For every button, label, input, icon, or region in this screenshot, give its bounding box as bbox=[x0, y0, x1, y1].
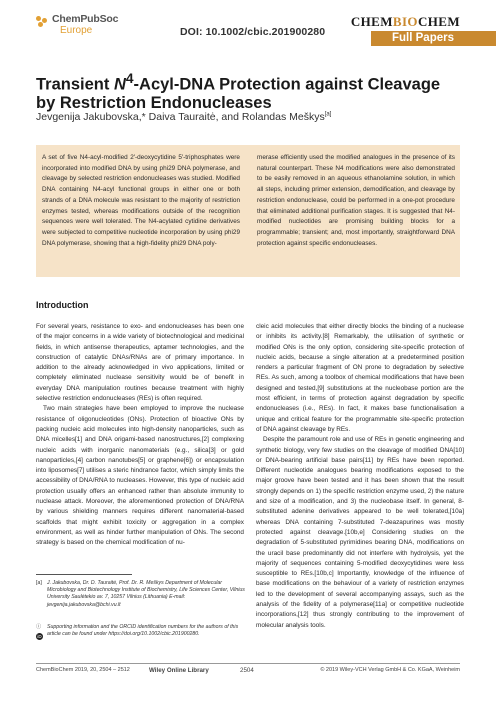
footer-divider bbox=[36, 663, 460, 664]
title-italic-n: N bbox=[113, 75, 126, 94]
paragraph: Despite the paramount role and use of REs in genetic engineering and synthetic biology, very few studies on the cleavage of modified DNA[10] or DNA-bearing artificial base pairs[11] by REs have been reported. Different nucleotide analogues bearing modifications exposed to the major groove have been tested and it has been shown that the result strongly depends on 1) the specific restriction enzyme used, 2) the nature and size of a modification, and 3) the nucleobase itself. In general, 8-substituted adenine derivatives appeared to be well tolerated,[10a] whereas DNA containing 7-substituted 7-deazapurines was mostly protected against cleavage.[10b,e] Considering studies on the degradation of 5-substituted pyrimidines bearing DNA, modifications on the uracil base predominantly did not interfere with hydrolysis, yet the majority of sequences containing 5-modified deoxycytidines were less susceptible to REs.[10b,c] Importantly, knowledge of the influence of base modifications on the behaviour of a variety of restriction enzymes led to the development of several accompanying assays, such as the analysis of the fidelity of a polymerase[11a] or competitive nucleotide incorporations,[12] thus strongly contributing to the improvement of molecular analysis tools. bbox=[256, 436, 464, 629]
abstract-left-column: A set of five N4-acyl-modified 2′-deoxycytidine 5′-triphosphates were incorporated into modified DNA by using phi29 DNA polymerase, and cleavage by selected restriction endonucleases was studied. Modified DNA containing N4-acyl functional groups in either one or both strands of a DNA molecule was resistant to the majority of restriction enzymes tested, whereas modifications outside of the recognition sequences were well tolerated. The N4-acylated cytidine derivatives were subjected to competitive nucleotide incorporation by using phi29 DNA polymerase, showing that a high-fidelity phi29 DNA poly- bbox=[42, 154, 240, 247]
affiliation-text: J. Jakubovska, Dr. D. Tauraitė, Prof. Dr. R. Meškys Department of Molecular Microbiology and Biotechnology Institute of Biochemistry, Life Sciences Center, Vilnius University Saulėtekio av. 7, 10257 Vilnius (Lithuania) E-mail: jevgenija.jakubovska@bchi.vu.lt bbox=[47, 580, 245, 608]
supporting-info-footnote bbox=[36, 624, 246, 638]
publisher-logo bbox=[36, 14, 118, 36]
abstract-box bbox=[36, 145, 460, 277]
author-list bbox=[36, 111, 331, 123]
article-title bbox=[36, 70, 456, 112]
publisher-region: Europe bbox=[60, 25, 93, 36]
authors-text: Jevgenija Jakubovska,* Daiva Tauraitė, and Rolandas Meškys bbox=[36, 111, 325, 123]
body-right-column bbox=[256, 322, 464, 664]
abstract-right-column: merase efficiently used the modified analogues in the presence of its natural counterpart. These N4 modifications were also demonstrated to be easily removed in an aqueous ethanolamine solution, in which all steps, including primer extension, demodification, and cleavage by restriction endonuclease, could be performed in a one-pot procedure that eliminated additional purification stages. It is suggested that N4-modified nucleotides are promising building blocks for a programmable; transient; and, most importantly, straightforward DNA protection against specific endonucleases. bbox=[257, 154, 455, 247]
footer-page-number: 2504 bbox=[240, 667, 254, 674]
affiliation-footnote bbox=[36, 580, 246, 609]
section-banner bbox=[371, 31, 496, 46]
body-left-column bbox=[36, 322, 244, 568]
doi-link[interactable]: DOI: 10.1002/cbic.201900280 bbox=[180, 26, 326, 38]
journal-name-part1: CHEM bbox=[350, 14, 393, 29]
supporting-info-body[interactable]: Supporting information and the ORCID identification numbers for the authors of this article can be found under https://doi.org/10.1002/cbic.201900280. bbox=[47, 624, 239, 638]
footer-copyright: © 2019 Wiley-VCH Verlag GmbH & Co. KGaA, Weinheim bbox=[320, 667, 460, 673]
footer-wiley-link[interactable]: Wiley Online Library bbox=[149, 667, 209, 674]
footnote-divider bbox=[36, 574, 132, 575]
supporting-info-text bbox=[36, 624, 246, 638]
journal-name bbox=[351, 14, 460, 30]
footer-citation: ChemBioChem 2019, 20, 2504 – 2512 bbox=[36, 667, 130, 673]
journal-name-part3: CHEM bbox=[417, 14, 460, 29]
title-part1: Transient bbox=[36, 75, 114, 94]
paragraph: Two main strategies have been employed to improve the nuclease resistance of oligonucleotides (ONs). Protection of bioactive ONs by packing nucleic acid molecules into high-density nanoparticles, such as DNA micelles[1] and DNA origami-based nanostructures,[2] complexing nucleic acids with inorganic nanomaterials (e.g., silica[3] or gold nanoparticles,[4] carbon nanotubes[5] or graphene[6]) or encapsulation into liposomes[7] utilises a steric hindrance factor, which simply limits the accessibility of DNA/RNA to nucleases. However, this type of nucleic acid protection usually offers an enhanced rather than absolute immunity to nuclease attack. Moreover, the aforementioned protection of DNA/RNA by various shielding manners requires different nanomaterial-based scaffolds that might exhibit toxicity or aggregation in a complex environment, as well as hinder further manipulation of ONs. The second strategy is based on the chemical modification of nu- bbox=[36, 405, 244, 547]
publisher-logo-icon bbox=[36, 16, 48, 28]
section-heading-introduction: Introduction bbox=[36, 300, 89, 310]
title-part2: -Acyl-DNA Protection against Cleavage by Restriction Endonucleases bbox=[36, 75, 441, 112]
journal-name-part2: BIO bbox=[392, 14, 418, 29]
section-label: Full Papers bbox=[392, 32, 454, 44]
supporting-info-mark: ⓘ bbox=[36, 624, 42, 630]
paragraph: For several years, resistance to exo- and endonucleases has been one of the major concerns in a wide variety of biotechnological and medicinal fields, in which antisense therapeutics, aptamer technologies, and the construction of catalytic DNAs/RNAs are of primary importance. In addition to the already acknowledged in vivo applications, limited or completely eliminated nuclease sensitivity would be of benefit in everyday DNA manipulation routines because treatment with highly selective restriction endonucleases (REs) is often required. bbox=[36, 323, 244, 403]
journal-header bbox=[346, 14, 496, 44]
title-superscript: 4 bbox=[125, 71, 134, 86]
publisher-name: ChemPubSoc bbox=[52, 13, 119, 25]
orcid-icon: iD bbox=[37, 634, 42, 639]
author-affiliation-mark: [a] bbox=[324, 111, 332, 118]
paragraph: cleic acid molecules that either directly blocks the binding of a nuclease or inhibits its activity.[8] Remarkably, the utilisation of synthetic or modified ONs is the only option, considering site-specific protection of nucleic acids, because a single alteration at a predetermined position renders a particular fragment of ON prone to degradation by selective REs. As such, among a toolbox of chemical modifications that have been designed and tested,[9] substitutions at the nucleobase portion are the most efficient, in terms of protection against degradation by specific endonucleases (i.e., REs). In fact, it makes base functionalisation a unique and critical feature for the programmable site-specific protection of DNA against cleavage by REs. bbox=[256, 323, 464, 433]
affiliation-mark: [a] bbox=[36, 580, 42, 586]
